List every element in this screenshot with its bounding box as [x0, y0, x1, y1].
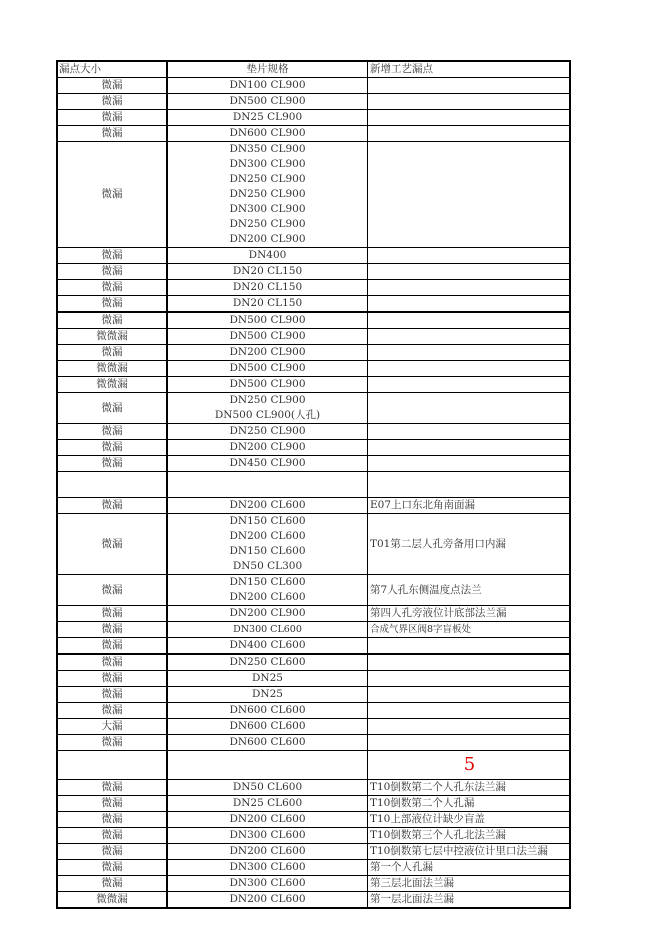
new-leak-point-cell	[368, 735, 571, 751]
new-leak-point-cell	[368, 828, 571, 844]
gasket-spec-cell	[167, 751, 368, 780]
leak-size-cell: 微漏	[57, 860, 167, 876]
gasket-spec-cell	[167, 361, 368, 377]
gasket-spec-cell	[167, 703, 368, 719]
leak-point-note: 合成气界区阀8字盲板处	[370, 624, 472, 635]
leak-size-cell: 微漏	[57, 126, 167, 142]
gasket-spec-cell	[167, 264, 368, 280]
new-leak-point-cell	[368, 876, 571, 892]
gasket-spec: DN25	[252, 672, 283, 684]
table-row	[57, 687, 570, 703]
leak-size-cell: 微漏	[57, 671, 167, 687]
gasket-spec: DN600 CL600	[229, 720, 306, 732]
table-row	[57, 828, 570, 844]
leak-size-cell: 微漏	[57, 514, 167, 575]
table-row	[57, 703, 570, 719]
gasket-spec-cell	[167, 498, 368, 514]
gasket-spec-cell	[167, 472, 368, 498]
table-row	[57, 280, 570, 296]
gasket-spec: DN200 CL600	[229, 499, 306, 511]
table-row	[57, 472, 570, 498]
gasket-spec-cell	[167, 844, 368, 860]
gasket-spec: DN20 CL150	[232, 297, 303, 309]
gasket-spec: DN50 CL300	[232, 560, 303, 572]
leak-point-note: 第7人孔东侧温度点法兰	[370, 583, 482, 596]
new-leak-point-cell	[368, 248, 571, 264]
new-leak-point-cell	[368, 498, 571, 514]
gasket-spec: DN450 CL900	[229, 457, 306, 469]
new-leak-point-cell	[368, 780, 571, 796]
gasket-spec-cell	[167, 828, 368, 844]
leak-size-cell: 微漏	[57, 654, 167, 671]
table-row	[57, 248, 570, 264]
leak-size-cell: 微漏	[57, 828, 167, 844]
gasket-spec: DN250 CL900	[229, 425, 306, 437]
new-leak-point-cell	[368, 575, 571, 606]
red-note: 5	[463, 754, 476, 775]
leak-size-cell: 微漏	[57, 780, 167, 796]
gasket-spec: DN300 CL600	[229, 861, 306, 873]
new-leak-point-cell	[368, 844, 571, 860]
gasket-spec: DN400	[248, 249, 287, 261]
new-leak-point-cell	[368, 719, 571, 735]
new-leak-point-cell	[368, 456, 571, 472]
table-row	[57, 94, 570, 110]
new-leak-point-cell	[368, 860, 571, 876]
new-leak-point-cell	[368, 361, 571, 377]
new-leak-point-cell	[368, 751, 571, 780]
new-leak-point-cell	[368, 142, 571, 248]
table-row	[57, 751, 570, 780]
new-leak-point-cell	[368, 671, 571, 687]
table-row	[57, 671, 570, 687]
leak-size-cell: 微漏	[57, 296, 167, 313]
gasket-spec-cell	[167, 892, 368, 909]
gasket-spec-cell	[167, 424, 368, 440]
gasket-spec: DN250 CL600	[229, 656, 306, 668]
gasket-spec-cell	[167, 78, 368, 94]
new-leak-point-cell	[368, 638, 571, 655]
new-leak-point-cell	[368, 280, 571, 296]
new-leak-point-cell	[368, 126, 571, 142]
gasket-spec: DN500 CL900	[229, 378, 306, 390]
table-row	[57, 876, 570, 892]
new-leak-point-cell	[368, 812, 571, 828]
new-leak-point-cell	[368, 345, 571, 361]
leak-size-cell: 微漏	[57, 575, 167, 606]
new-leak-point-cell	[368, 329, 571, 345]
leak-size-cell: 微漏	[57, 638, 167, 655]
gasket-spec: DN200 CL600	[229, 813, 306, 825]
gasket-spec-cell	[167, 812, 368, 828]
header-gasket-spec: 垫片规格	[167, 61, 368, 78]
gasket-spec: DN200 CL900	[229, 346, 306, 358]
gasket-spec: DN50 CL600	[232, 781, 303, 793]
leak-point-note: 第一层北面法兰漏	[370, 893, 454, 905]
leak-point-note: T10倒数第二个人孔漏	[370, 797, 475, 809]
leak-size-cell: 微漏	[57, 345, 167, 361]
table-row	[57, 498, 570, 514]
gasket-spec-cell	[167, 860, 368, 876]
gasket-spec-cell	[167, 719, 368, 735]
header-new-leak-point: 新增工艺漏点	[368, 61, 571, 78]
gasket-spec-cell	[167, 110, 368, 126]
table-row	[57, 142, 570, 248]
table-row	[57, 796, 570, 812]
gasket-spec-cell	[167, 296, 368, 313]
header-row	[57, 61, 570, 78]
leak-size-cell: 微漏	[57, 735, 167, 751]
gasket-spec: DN25 CL900	[232, 111, 303, 123]
leak-point-note: T10倒数第二个人孔东法兰漏	[370, 781, 506, 793]
gasket-spec: DN250 CL900	[229, 188, 306, 200]
leak-size-cell: 微漏	[57, 440, 167, 456]
table-row	[57, 424, 570, 440]
new-leak-point-cell	[368, 377, 571, 393]
gasket-spec-cell	[167, 606, 368, 622]
gasket-spec: DN300 CL900	[229, 203, 306, 215]
gasket-spec-cell	[167, 671, 368, 687]
table-row	[57, 110, 570, 126]
gasket-spec: DN100 CL900	[229, 79, 306, 91]
gasket-spec-cell	[167, 638, 368, 655]
gasket-spec: DN25	[252, 688, 283, 700]
gasket-spec-cell	[167, 456, 368, 472]
gasket-spec: DN500 CL900	[229, 362, 306, 374]
table-row	[57, 329, 570, 345]
gasket-spec: DN600 CL600	[229, 736, 306, 748]
leak-point-note: E07上口东北角南面漏	[370, 499, 476, 511]
leak-size-cell: 微微漏	[57, 329, 167, 345]
gasket-spec: DN250 CL900	[229, 173, 306, 185]
table-row	[57, 780, 570, 796]
new-leak-point-cell	[368, 687, 571, 703]
leak-size-cell: 微漏	[57, 687, 167, 703]
leak-size-cell: 微漏	[57, 703, 167, 719]
gasket-spec: DN200 CL900	[229, 233, 306, 245]
new-leak-point-cell	[368, 622, 571, 638]
new-leak-point-cell	[368, 110, 571, 126]
leak-size-cell: 微漏	[57, 622, 167, 638]
table-row	[57, 654, 570, 671]
gasket-spec-cell	[167, 312, 368, 329]
gasket-spec: DN150 CL600	[229, 545, 306, 557]
new-leak-point-cell	[368, 264, 571, 280]
new-leak-point-cell	[368, 892, 571, 909]
gasket-spec: DN300 CL600	[233, 624, 302, 635]
leak-points-table	[56, 60, 571, 909]
gasket-spec-cell	[167, 622, 368, 638]
leak-size-cell	[57, 472, 167, 498]
new-leak-point-cell	[368, 393, 571, 424]
gasket-spec-cell	[167, 654, 368, 671]
table-row	[57, 638, 570, 655]
gasket-spec: DN600 CL600	[229, 704, 306, 716]
gasket-spec: DN200 CL900	[229, 607, 306, 619]
gasket-spec-cell	[167, 687, 368, 703]
gasket-spec: DN20 CL150	[232, 281, 303, 293]
new-leak-point-cell	[368, 440, 571, 456]
gasket-spec: DN350 CL900	[229, 143, 306, 155]
table-row	[57, 312, 570, 329]
table-row	[57, 264, 570, 280]
leak-size-cell: 微漏	[57, 876, 167, 892]
table-row	[57, 361, 570, 377]
new-leak-point-cell	[368, 296, 571, 313]
leak-size-cell: 微漏	[57, 498, 167, 514]
gasket-spec: DN200 CL600	[229, 591, 306, 603]
gasket-spec: DN200 CL600	[229, 530, 306, 542]
leak-size-cell: 微漏	[57, 94, 167, 110]
leak-size-cell: 微漏	[57, 796, 167, 812]
new-leak-point-cell	[368, 514, 571, 575]
new-leak-point-cell	[368, 703, 571, 719]
leak-size-cell: 微漏	[57, 393, 167, 424]
gasket-spec-cell	[167, 345, 368, 361]
new-leak-point-cell	[368, 78, 571, 94]
gasket-spec: DN600 CL900	[229, 127, 306, 139]
leak-size-cell: 微漏	[57, 142, 167, 248]
table-row	[57, 606, 570, 622]
gasket-spec-cell	[167, 393, 368, 424]
gasket-spec: DN250 CL900	[229, 218, 306, 230]
new-leak-point-cell	[368, 312, 571, 329]
table-row	[57, 812, 570, 828]
table-row	[57, 393, 570, 424]
gasket-spec: DN20 CL150	[232, 265, 303, 277]
leak-size-cell: 微漏	[57, 844, 167, 860]
table-row	[57, 860, 570, 876]
header-leak-size: 漏点大小	[57, 61, 167, 78]
leak-point-note: T01第二层人孔旁备用口内漏	[370, 537, 506, 550]
gasket-spec: DN200 CL900	[229, 441, 306, 453]
leak-size-cell: 微漏	[57, 312, 167, 329]
table-row	[57, 78, 570, 94]
leak-point-note: 第三层北面法兰漏	[370, 877, 454, 889]
table-row	[57, 377, 570, 393]
leak-point-note: 第一个人孔漏	[370, 861, 433, 873]
table-row	[57, 844, 570, 860]
leak-size-cell: 微漏	[57, 456, 167, 472]
gasket-spec: DN150 CL600	[229, 515, 306, 527]
gasket-spec: DN500 CL900	[229, 314, 306, 326]
leak-size-cell: 微漏	[57, 110, 167, 126]
gasket-spec-cell	[167, 440, 368, 456]
gasket-spec: DN300 CL600	[229, 877, 306, 889]
gasket-spec: DN300 CL900	[229, 158, 306, 170]
leak-size-cell: 微漏	[57, 248, 167, 264]
gasket-spec-cell	[167, 796, 368, 812]
leak-size-cell: 微漏	[57, 424, 167, 440]
gasket-spec: DN300 CL600	[229, 829, 306, 841]
gasket-spec-cell	[167, 142, 368, 248]
gasket-spec: DN500 CL900	[229, 330, 306, 342]
gasket-spec-cell	[167, 735, 368, 751]
table-row	[57, 719, 570, 735]
gasket-spec-cell	[167, 94, 368, 110]
leak-size-cell: 大漏	[57, 719, 167, 735]
table-row	[57, 514, 570, 575]
table-row	[57, 345, 570, 361]
gasket-spec: DN200 CL600	[229, 893, 306, 905]
gasket-spec-cell	[167, 280, 368, 296]
leak-size-cell: 微微漏	[57, 377, 167, 393]
leak-point-note: T10倒数第七层中控液位计里口法兰漏	[370, 845, 548, 857]
gasket-spec: DN250 CL900	[229, 394, 306, 406]
gasket-spec: DN500 CL900	[229, 95, 306, 107]
gasket-spec: DN25 CL600	[232, 797, 303, 809]
table-row	[57, 622, 570, 638]
new-leak-point-cell	[368, 424, 571, 440]
new-leak-point-cell	[368, 606, 571, 622]
table-row	[57, 440, 570, 456]
table-row	[57, 735, 570, 751]
leak-size-cell	[57, 751, 167, 780]
new-leak-point-cell	[368, 94, 571, 110]
gasket-spec: DN200 CL600	[229, 845, 306, 857]
gasket-spec: DN500 CL900(人孔)	[214, 409, 321, 421]
gasket-spec-cell	[167, 329, 368, 345]
leak-size-cell: 微微漏	[57, 892, 167, 909]
leak-size-cell: 微漏	[57, 78, 167, 94]
leak-size-cell: 微漏	[57, 812, 167, 828]
table-row	[57, 892, 570, 909]
gasket-spec-cell	[167, 248, 368, 264]
new-leak-point-cell	[368, 654, 571, 671]
leak-size-cell: 微微漏	[57, 361, 167, 377]
leak-point-note: T10上部液位计缺少盲盖	[370, 813, 485, 825]
gasket-spec-cell	[167, 876, 368, 892]
table-row	[57, 126, 570, 142]
table-row	[57, 296, 570, 313]
leak-size-cell: 微漏	[57, 606, 167, 622]
gasket-spec-cell	[167, 575, 368, 606]
leak-point-note: 第四人孔旁液位计底部法兰漏	[370, 607, 507, 619]
gasket-spec-cell	[167, 514, 368, 575]
gasket-spec-cell	[167, 377, 368, 393]
gasket-spec-cell	[167, 126, 368, 142]
leak-point-note: T10倒数第三个人孔北法兰漏	[370, 829, 506, 841]
gasket-spec: DN150 CL600	[229, 576, 306, 588]
gasket-spec: DN400 CL600	[229, 639, 306, 651]
leak-size-cell: 微漏	[57, 280, 167, 296]
table-row	[57, 575, 570, 606]
table-row	[57, 456, 570, 472]
new-leak-point-cell	[368, 472, 571, 498]
leak-size-cell: 微漏	[57, 264, 167, 280]
new-leak-point-cell	[368, 796, 571, 812]
gasket-spec-cell	[167, 780, 368, 796]
